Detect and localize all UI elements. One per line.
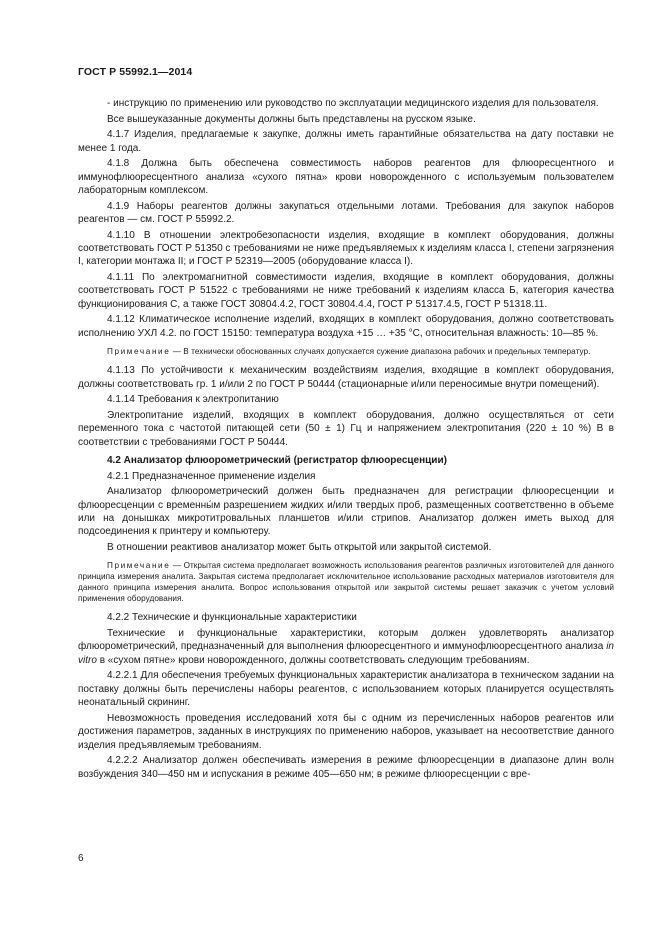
paragraph: 4.2.2.2 Анализатор должен обеспечивать измерения в режиме флюоресценции в диапазоне длин волн возбуждения 340—450 нм и испускания в режиме 405—650 нм; в режиме флюоресценции с вре- [78,755,614,780]
paragraph: Анализатор флюорометрический должен быть предназначен для регистрации флюоресценции и флюоресценции с временны́м разрешением жидких и/или твердых проб, размещенных соответственно в объеме или на донышках микротитровальных планшетов и/или стрипов. Анализатор должен иметь выход для подсоединения к принтеру и компьютеру. [78,486,614,538]
paragraph: Электропитание изделий, входящих в комплект оборудования, должно осуществляться от сети переменного тока с частотой питающей сети (50 ± 1) Гц и напряжением электропитания (220 ± 10 %) В в соответствии с требованиями ГОСТ Р 50444. [78,409,614,448]
document-header: ГОСТ Р 55992.1—2014 [78,66,193,78]
paragraph: 4.2.2.1 Для обеспечения требуемых функциональных характеристик анализатора в техническом задании на поставку должны быть перечислены наборы реагентов, с использованием которых планируется осуществлять неонатальный скрининг. [78,670,614,709]
paragraph: 4.1.10 В отношении электробезопасности изделия, входящие в комплект оборудования, должны соответствовать ГОСТ Р 51350 с требованиями не ниже предъявляемых к изделиям класса I, степени загрязнения I, категории монтажа II; и ГОСТ Р 52319—2005 (оборудование класса I). [78,229,614,268]
subsection-heading: 4.2.1 Предназначенное применение изделия [107,470,316,482]
italic-term: in vitro [78,641,614,666]
paragraph: Все вышеуказанные документы должны быть представлены на русском языке. [107,113,476,125]
paragraph: 4.1.12 Климатическое исполнение изделий, входящих в комплект оборудования, должно соответствовать исполнению УХЛ 4.2. по ГОСТ 15150: температура воздуха +15 … +35 °С, относительная влажность: 10—85 %. [78,314,614,339]
paragraph: - инструкцию по применению или руководство по эксплуатации медицинского изделия для пользователя. [107,98,599,109]
paragraph [78,627,614,667]
note-text: — В технически обоснованных случаях допускается сужение диапазона рабочих и предельных температур. [172,347,591,357]
note-1 [78,346,614,357]
text-run: Технические и функциональные характеристики, которым должен удовлетворять анализатор флюорометрический, предназначенный для выполнения флюоресцентного и иммунофлюоресцентного анализа [78,628,614,653]
paragraph: 4.1.9 Наборы реагентов должны закупаться отдельными лотами. Требования для закупок наборов реагентов — см. ГОСТ Р 55992.2. [78,200,614,225]
note-text: — Открытая система предполагает возможность использования реагентов различных изготовителей для данного принципа измерения аналита. Закрытая система предполагает исключительное использование расходных материалов изготовителя для данного принципа измерения аналита. Вопрос использования открытой или закрытой системы решает заказчик с учетом условий применения оборудования. [78,561,614,604]
paragraph: 4.1.7 Изделия, предлагаемые к закупке, должны иметь гарантийные обязательства на дату поставки не менее 1 года. [78,129,614,154]
text-run: в «сухом пятне» крови новорожденного, должны соответствовать следующим требованиям. [99,654,530,666]
paragraph: В отношении реактивов анализатор может быть открытой или закрытой системой. [107,542,492,554]
page-number: 6 [78,853,84,864]
note-2 [78,560,614,604]
paragraph: Невозможность проведения исследований хотя бы с одним из перечисленных наборов реагентов или достижения параметров, заданных в инструкциях по применению наборов, указывает на несоответствие данного изделия предъявляемым требованиям. [78,712,614,751]
paragraph: 4.1.14 Требования к электропитанию [107,394,279,406]
paragraph: 4.1.13 По устойчивости к механическим воздействиям изделия, входящие в комплект оборудования, должны соответствовать гр. 1 и/или 2 по ГОСТ Р 50444 (стационарные и/или переносимые внутри помещений). [78,365,614,390]
note-label: Примечание [107,347,171,357]
note-label: Примечание [107,561,171,571]
paragraph: 4.1.11 По электромагнитной совместимости изделия, входящие в комплект оборудования, должны соответствовать ГОСТ Р 51522 с требованиями не ниже требований к изделиям класса Б, категория качества функционирования С, а также ГОСТ 30804.4.2, ГОСТ 30804.4.4, ГОСТ Р 51317.4.5, ГОСТ Р 51318.11. [78,272,614,310]
subsection-heading: 4.2.2 Технические и функциональные характеристики [107,612,357,624]
document-body [78,97,614,783]
section-heading: 4.2 Анализатор флюорометрический (регистратор флюоресценции) [107,455,447,467]
paragraph: 4.1.8 Должна быть обеспечена совместимость наборов реагентов для флюоресцентного и иммунофлюоресцентного анализа «сухого пятна» крови новорожденного с используемым пользователем лабораторным комплексом. [78,158,614,196]
